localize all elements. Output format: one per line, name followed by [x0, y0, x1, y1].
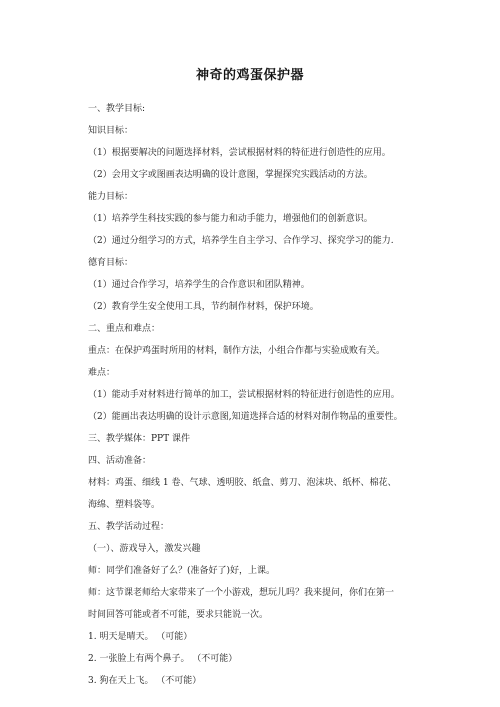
text-line: （1）培养学生科技实践的参与能力和动手能力，增强他们的创新意识。: [88, 214, 373, 224]
text-line: （2）会用文字或图画表达明确的设计意图，掌握探究实践活动的方法。: [88, 170, 373, 180]
subheading-game-intro: （一）、游戏导入，激发兴趣: [88, 544, 201, 554]
text-line: （1）能动手对材料进行简单的加工，尝试根据材料的特征进行创造性的应用。: [88, 390, 400, 400]
text-line: 师：同学们准备好了么？(准备好了)好，上课。: [88, 566, 276, 576]
section-heading-preparation: 四、活动准备：: [88, 456, 152, 466]
section-heading-objectives: 一、教学目标:: [88, 104, 146, 114]
text-line: （1）根据要解决的问题选择材料，尝试根据材料的特征进行创造性的应用。: [88, 148, 391, 158]
section-heading-process: 五、教学活动过程：: [88, 522, 170, 532]
text-line: 海绵、塑料袋等。: [88, 500, 161, 510]
list-item: 3. 狗在天上飞。 （不可能）: [88, 676, 202, 686]
text-line: 时间回答可能或者不可能，要求只能说一次。: [88, 610, 269, 620]
text-line: （2）通过分组学习的方式，培养学生自主学习、合作学习、探究学习的能力.: [88, 236, 394, 246]
document-title: 神奇的鸡蛋保护器: [195, 68, 304, 83]
text-line: （1）通过合作学习，培养学生的合作意识和团队精神。: [88, 280, 310, 290]
text-line: 重点：在保护鸡蛋时所用的材料，制作方法，小组合作都与实验成败有关。: [88, 346, 386, 356]
subheading-ability: 能力目标：: [88, 192, 134, 202]
text-line: 师：这节课老师给大家带来了一个小游戏，想玩儿吗？我来提问，你们在第一: [88, 588, 395, 598]
subheading-moral: 德育目标：: [88, 258, 134, 268]
list-item: 2. 一张脸上有两个鼻子。 （不可能）: [88, 654, 238, 664]
text-line: （2）能画出表达明确的设计示意图,知道选择合适的材料对制作物品的重要性。: [88, 412, 403, 422]
text-line: 材料：鸡蛋、细线 1 卷、气球、透明胶、纸盒、剪刀、泡沫块、纸杯、棉花、: [88, 478, 397, 488]
list-item: 1. 明天是晴天。 （可能）: [88, 632, 193, 642]
subheading-difficulties: 难点：: [88, 368, 116, 378]
text-line: （2）教育学生安全使用工具，节约制作材料，保护环境。: [88, 302, 319, 312]
section-heading-media: 三、教学媒体：PPT 课件: [88, 434, 190, 444]
subheading-knowledge: 知识目标：: [88, 126, 134, 136]
section-heading-key-points: 二、重点和难点：: [88, 324, 161, 334]
